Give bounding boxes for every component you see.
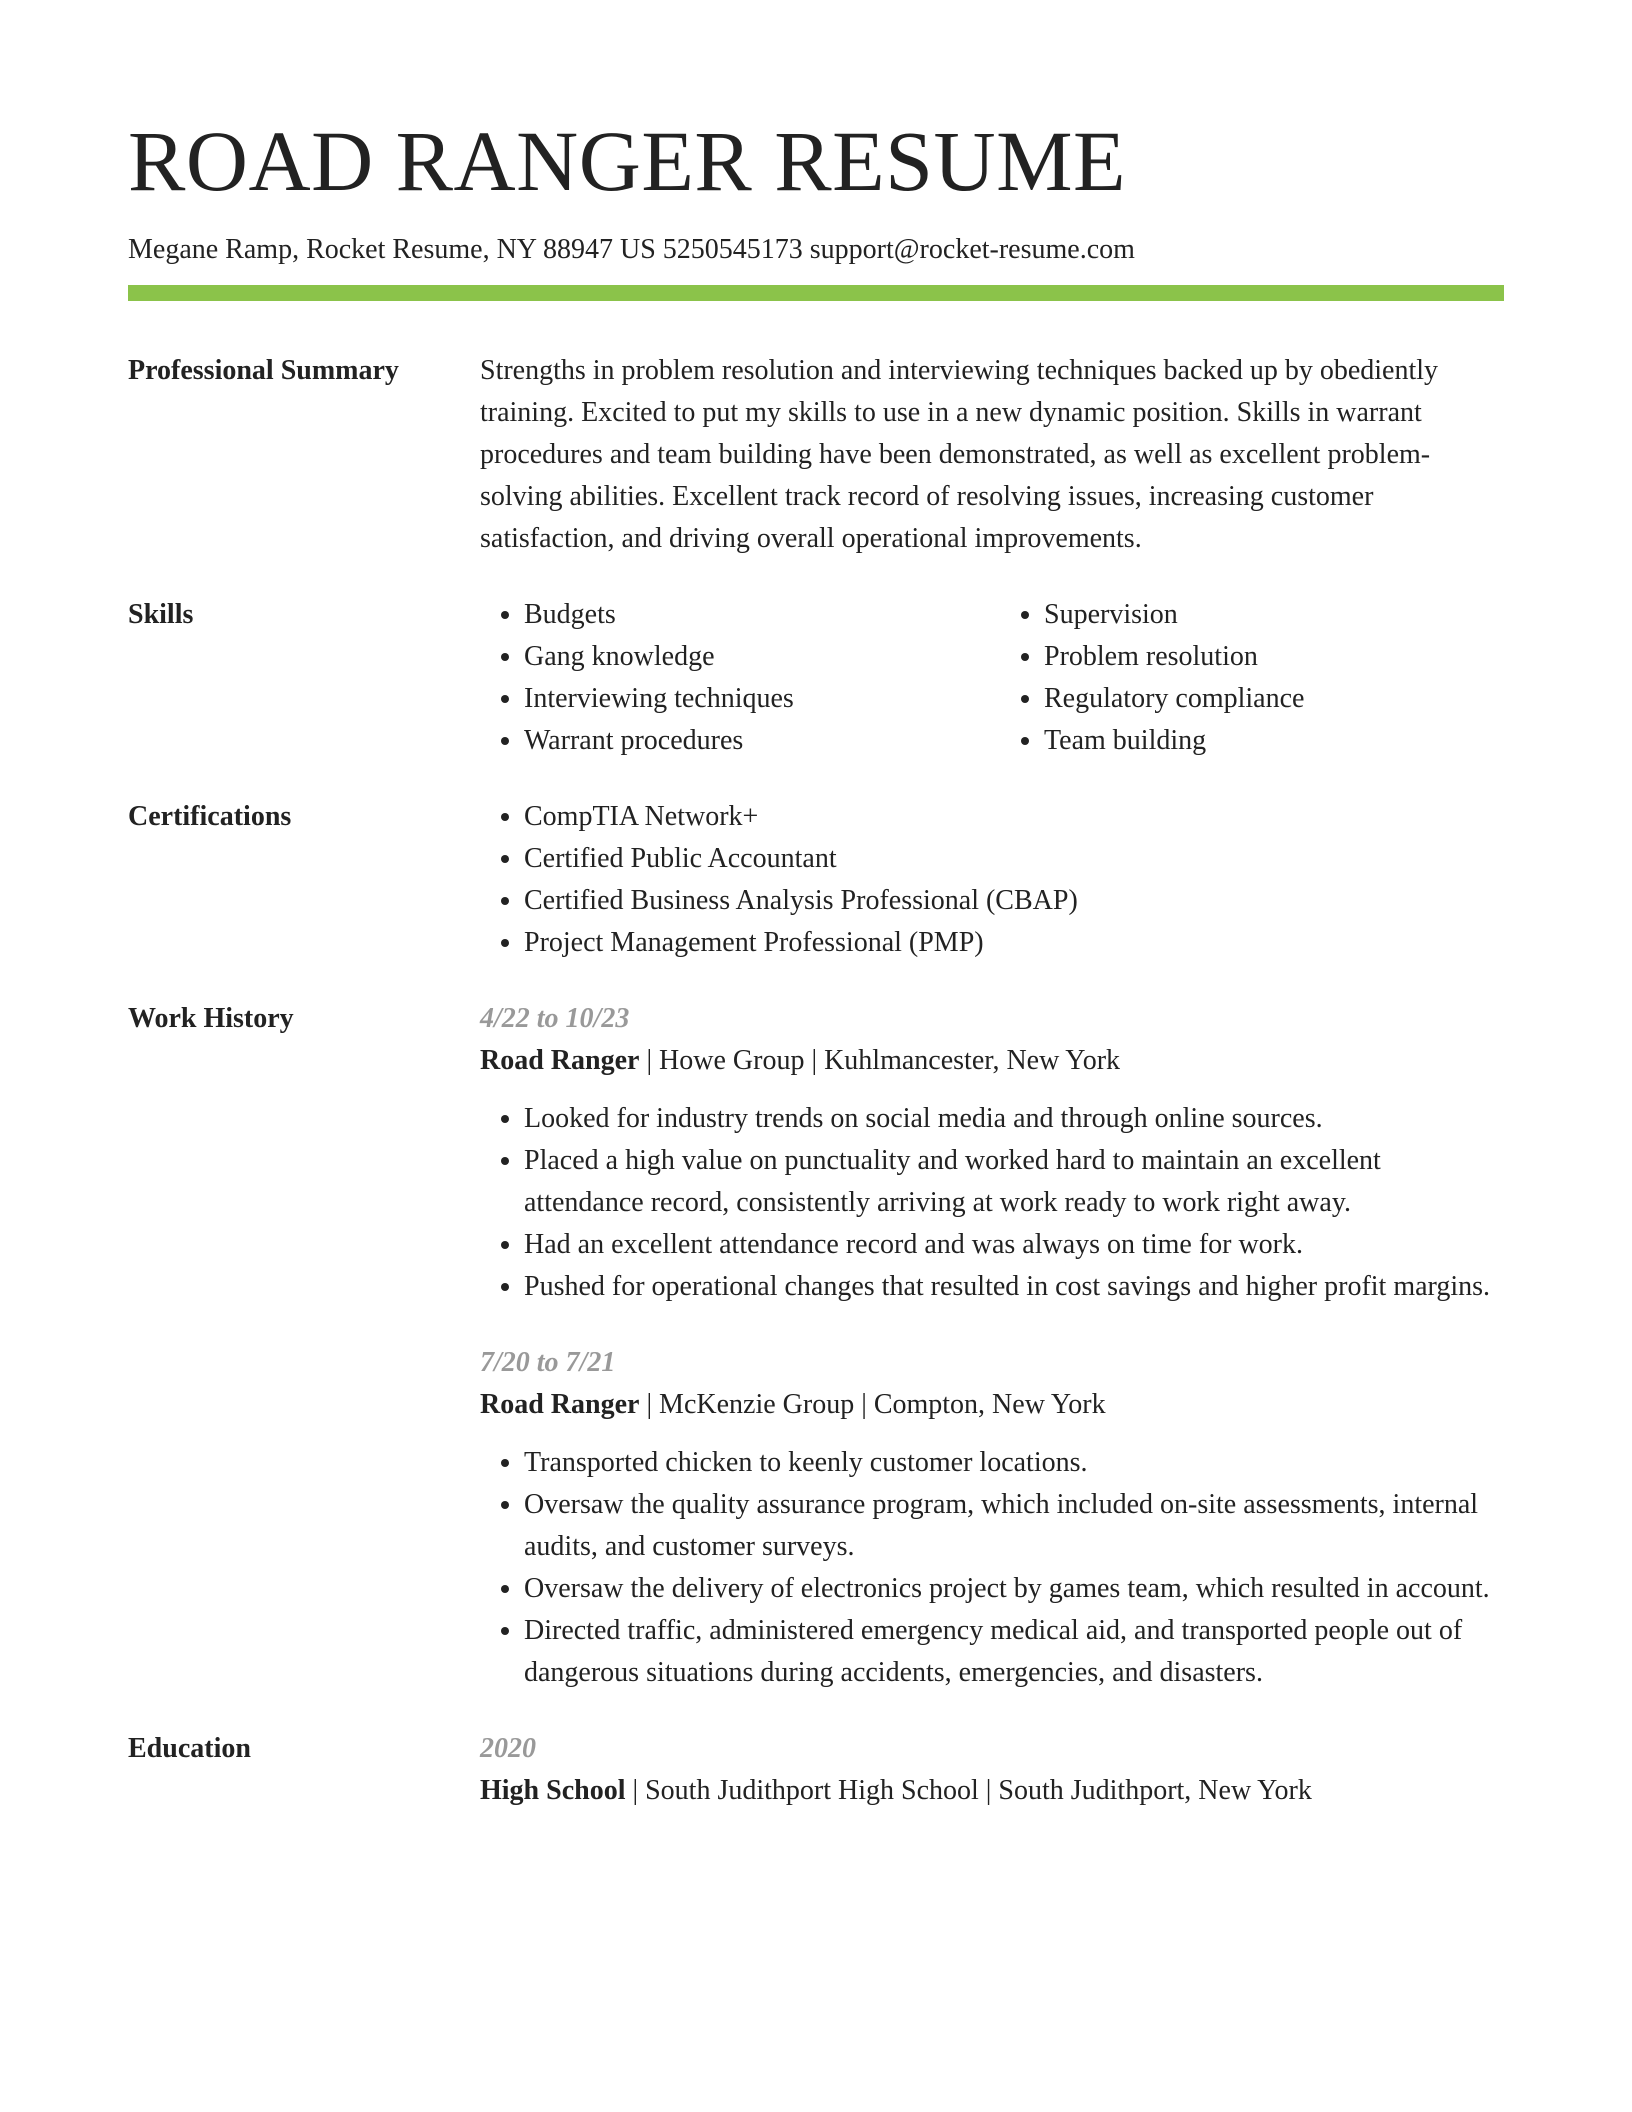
job-duty: • Had an excellent attendance record and was always on time for work. bbox=[524, 1224, 1504, 1266]
resume-title: ROAD RANGER RESUME bbox=[128, 113, 1127, 209]
section-label: Skills bbox=[128, 599, 194, 630]
skills-column-left bbox=[480, 594, 984, 762]
education-year: 2020 bbox=[480, 1733, 536, 1764]
certification-item: • Project Management Professional (PMP) bbox=[524, 922, 1504, 964]
job-duty: • Pushed for operational changes that resulted in cost savings and higher profit margins. bbox=[524, 1266, 1504, 1308]
section-work-history bbox=[128, 998, 1504, 1694]
skill-item: • Warrant procedures bbox=[524, 720, 984, 762]
job-title: Road Ranger bbox=[480, 1045, 640, 1076]
job-duty: • Looked for industry trends on social media and through online sources. bbox=[524, 1098, 1504, 1140]
certification-item: • Certified Public Accountant bbox=[524, 838, 1504, 880]
certifications-list bbox=[480, 796, 1504, 964]
certification-item: • CompTIA Network+ bbox=[524, 796, 1504, 838]
section-skills bbox=[128, 594, 1504, 762]
job-entry bbox=[480, 998, 1504, 1308]
skill-item: • Supervision bbox=[1044, 594, 1504, 636]
skills-grid bbox=[480, 594, 1504, 762]
education-heading bbox=[480, 1770, 1504, 1812]
job-dates: 4/22 to 10/23 bbox=[480, 1003, 630, 1034]
header-divider bbox=[128, 285, 1504, 301]
job-employer-location: | Howe Group | Kuhlmancester, New York bbox=[639, 1045, 1121, 1076]
section-label: Work History bbox=[128, 1003, 294, 1034]
section-education bbox=[128, 1728, 1504, 1812]
skill-item: • Gang knowledge bbox=[524, 636, 984, 678]
skill-item: • Budgets bbox=[524, 594, 984, 636]
section-label: Professional Summary bbox=[128, 355, 399, 386]
contact-info: Megane Ramp, Rocket Resume, NY 88947 US 5250545173 support@rocket-resume.com bbox=[128, 234, 1135, 265]
job-duty: • Oversaw the quality assurance program, which included on-site assessments, internal audits, and customer surveys. bbox=[524, 1484, 1504, 1568]
job-heading bbox=[480, 1040, 1504, 1082]
skill-item: • Problem resolution bbox=[1044, 636, 1504, 678]
education-degree: High School bbox=[480, 1775, 626, 1806]
skill-item: • Team building bbox=[1044, 720, 1504, 762]
job-title: Road Ranger bbox=[480, 1389, 640, 1420]
section-professional-summary bbox=[128, 350, 1504, 560]
summary-text: Strengths in problem resolution and interviewing techniques backed up by obediently training. Excited to put my skills to use in a new dynamic position. Skills in warrant procedures and team building have been demonstrated, as well as excellent problem-solving abilities. Excellent track record of resolving issues, increasing customer satisfaction, and driving overall operational improvements. bbox=[480, 355, 1439, 554]
section-label: Certifications bbox=[128, 801, 292, 832]
job-duty: • Transported chicken to keenly customer locations. bbox=[524, 1442, 1504, 1484]
job-duty: • Oversaw the delivery of electronics project by games team, which resulted in account. bbox=[524, 1568, 1504, 1610]
job-duty: • Placed a high value on punctuality and worked hard to maintain an excellent attendance record, consistently arriving at work ready to work right away. bbox=[524, 1140, 1504, 1224]
education-school-location: | South Judithport High School | South Judithport, New York bbox=[625, 1775, 1312, 1806]
skills-column-right bbox=[984, 594, 1504, 762]
job-dates: 7/20 to 7/21 bbox=[480, 1347, 616, 1378]
job-heading bbox=[480, 1384, 1504, 1426]
resume-sections bbox=[128, 350, 1504, 1846]
skill-item: • Regulatory compliance bbox=[1044, 678, 1504, 720]
job-duty: • Directed traffic, administered emergency medical aid, and transported people out of dangerous situations during accidents, emergencies, and disasters. bbox=[524, 1610, 1504, 1694]
job-entry bbox=[480, 1342, 1504, 1694]
job-employer-location: | McKenzie Group | Compton, New York bbox=[639, 1389, 1106, 1420]
job-duties-list bbox=[480, 1442, 1504, 1694]
section-certifications bbox=[128, 796, 1504, 964]
certification-item: • Certified Business Analysis Professional (CBAP) bbox=[524, 880, 1504, 922]
job-duties-list bbox=[480, 1098, 1504, 1308]
section-label: Education bbox=[128, 1733, 251, 1764]
skill-item: • Interviewing techniques bbox=[524, 678, 984, 720]
